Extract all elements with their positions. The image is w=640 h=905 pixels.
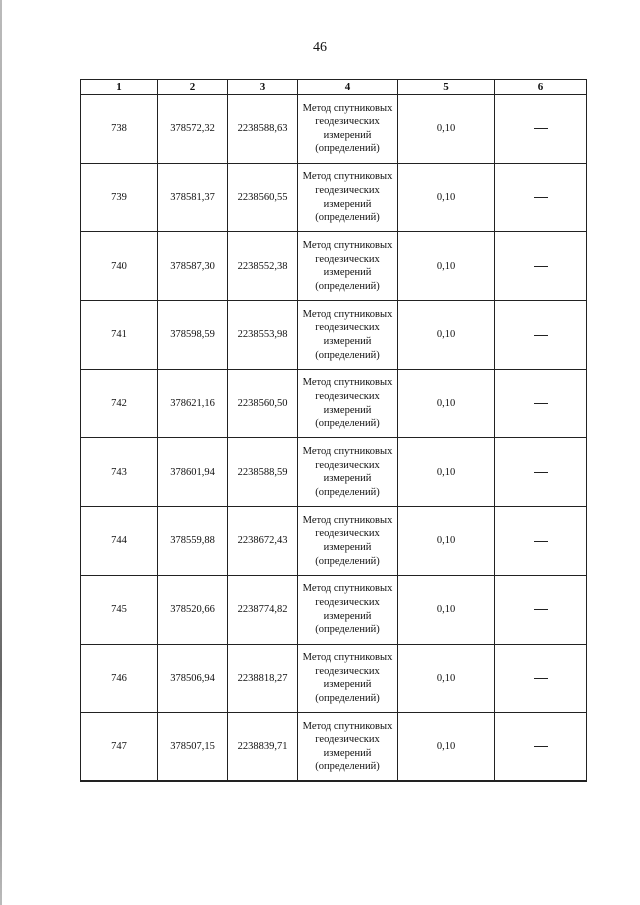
note-cell (495, 163, 587, 232)
note-cell (495, 95, 587, 164)
dash-mark (534, 197, 548, 198)
accuracy-cell: 0,10 (398, 369, 495, 438)
column-header-4: 4 (298, 80, 398, 95)
point-number-cell: 739 (81, 163, 158, 232)
coordinate-x-cell: 378559,88 (158, 507, 228, 576)
table-row (81, 644, 587, 713)
accuracy-cell: 0,10 (398, 438, 495, 507)
coordinate-x-cell: 378506,94 (158, 644, 228, 713)
page-number: 46 (313, 40, 327, 55)
point-number-cell: 741 (81, 301, 158, 370)
point-number-cell: 746 (81, 644, 158, 713)
dash-mark (534, 472, 548, 473)
accuracy-cell: 0,10 (398, 644, 495, 713)
dash-mark (534, 403, 548, 404)
coordinate-y-cell: 2238560,55 (228, 163, 298, 232)
column-header-5: 5 (398, 80, 495, 95)
coordinate-y-cell: 2238588,63 (228, 95, 298, 164)
dash-mark (534, 746, 548, 747)
method-cell: Метод спутниковых геодезических измерений (определений) (298, 575, 398, 644)
table-row (81, 507, 587, 576)
point-number-cell: 742 (81, 369, 158, 438)
method-cell: Метод спутниковых геодезических измерений (определений) (298, 644, 398, 713)
coordinate-y-cell: 2238588,59 (228, 438, 298, 507)
method-cell: Метод спутниковых геодезических измерений (определений) (298, 438, 398, 507)
accuracy-cell: 0,10 (398, 713, 495, 782)
table-row (81, 95, 587, 164)
method-cell: Метод спутниковых геодезических измерений (определений) (298, 163, 398, 232)
note-cell (495, 301, 587, 370)
accuracy-cell: 0,10 (398, 95, 495, 164)
coordinate-y-cell: 2238553,98 (228, 301, 298, 370)
note-cell (495, 575, 587, 644)
coordinate-x-cell: 378621,16 (158, 369, 228, 438)
table-row (81, 369, 587, 438)
note-cell (495, 369, 587, 438)
dash-mark (534, 128, 548, 129)
coordinate-x-cell: 378507,15 (158, 713, 228, 782)
accuracy-cell: 0,10 (398, 507, 495, 576)
column-header-2: 2 (158, 80, 228, 95)
table-row (81, 575, 587, 644)
table-row (81, 301, 587, 370)
dash-mark (534, 541, 548, 542)
point-number-cell: 745 (81, 575, 158, 644)
dash-mark (534, 266, 548, 267)
column-header-1: 1 (81, 80, 158, 95)
point-number-cell: 744 (81, 507, 158, 576)
table-body (81, 95, 587, 782)
coordinate-y-cell: 2238560,50 (228, 369, 298, 438)
point-number-cell: 747 (81, 713, 158, 782)
point-number-cell: 743 (81, 438, 158, 507)
coordinate-y-cell: 2238774,82 (228, 575, 298, 644)
table-row (81, 163, 587, 232)
column-header-3: 3 (228, 80, 298, 95)
dash-mark (534, 678, 548, 679)
table-row (81, 713, 587, 782)
method-cell: Метод спутниковых геодезических измерений (определений) (298, 713, 398, 782)
accuracy-cell: 0,10 (398, 301, 495, 370)
method-cell: Метод спутниковых геодезических измерений (определений) (298, 507, 398, 576)
dash-mark (534, 335, 548, 336)
coordinate-y-cell: 2238839,71 (228, 713, 298, 782)
note-cell (495, 438, 587, 507)
coordinate-x-cell: 378520,66 (158, 575, 228, 644)
coordinate-x-cell: 378581,37 (158, 163, 228, 232)
point-number-cell: 738 (81, 95, 158, 164)
table-row (81, 232, 587, 301)
method-cell: Метод спутниковых геодезических измерений (определений) (298, 301, 398, 370)
method-cell: Метод спутниковых геодезических измерений (определений) (298, 232, 398, 301)
dash-mark (534, 609, 548, 610)
coordinates-table (80, 79, 587, 782)
column-header-6: 6 (495, 80, 587, 95)
method-cell: Метод спутниковых геодезических измерений (определений) (298, 95, 398, 164)
coordinate-x-cell: 378572,32 (158, 95, 228, 164)
coordinate-x-cell: 378598,59 (158, 301, 228, 370)
method-cell: Метод спутниковых геодезических измерений (определений) (298, 369, 398, 438)
coordinate-y-cell: 2238672,43 (228, 507, 298, 576)
coordinate-y-cell: 2238818,27 (228, 644, 298, 713)
note-cell (495, 644, 587, 713)
accuracy-cell: 0,10 (398, 575, 495, 644)
coordinate-y-cell: 2238552,38 (228, 232, 298, 301)
note-cell (495, 232, 587, 301)
note-cell (495, 507, 587, 576)
note-cell (495, 713, 587, 782)
coordinate-x-cell: 378587,30 (158, 232, 228, 301)
accuracy-cell: 0,10 (398, 232, 495, 301)
coordinate-x-cell: 378601,94 (158, 438, 228, 507)
scan-edge (0, 0, 2, 905)
point-number-cell: 740 (81, 232, 158, 301)
header-row (81, 80, 587, 95)
table-row (81, 438, 587, 507)
accuracy-cell: 0,10 (398, 163, 495, 232)
table-header (81, 80, 587, 95)
